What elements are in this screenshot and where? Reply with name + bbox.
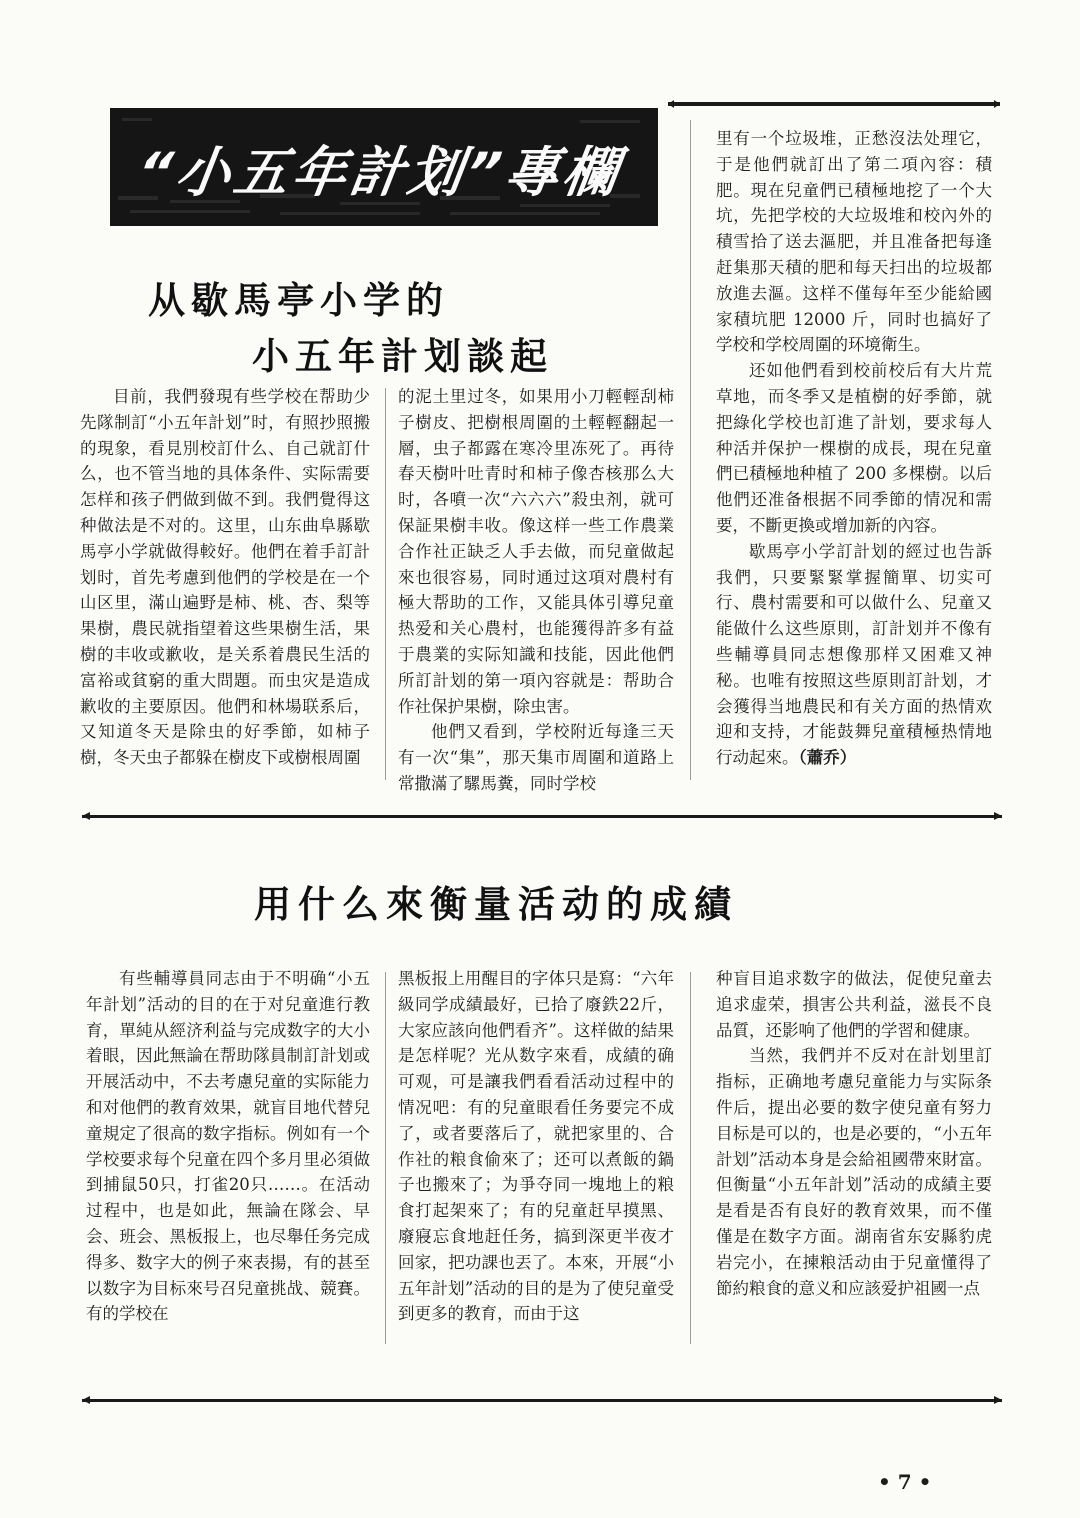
column-divider <box>385 972 386 1344</box>
middle-ornamental-rule <box>82 812 1002 820</box>
article1-paragraph: 目前，我們發現有些学校在帮助少先隊制訂“小五年計划”时，有照抄照搬的現象，看見別校訂什么、自己就訂什么，也不管当地的具体条件、实际需要怎样和孩子們做到做不到。我們覺得这种做法是不对的。这里，山东曲阜縣歇馬亭小学就做得較好。他們在着手訂計划时，首先考慮到他們的学校是在一个山区里，滿山遍野是柿、桃、杏、梨等果樹，農民就指望着这些果樹生活，果樹的丰收或歉收，是关系着農民生活的富裕或貧窮的重大問題。而虫灾是造成歉收的主要原因。他們和林場联系后，又知道冬天是除虫的好季節，如柿子樹，冬天虫子都躲在樹皮下或樹根周圍 <box>80 387 370 768</box>
column-divider <box>690 120 691 780</box>
article1-paragraph: 里有一个垃圾堆，正愁沒法处理它，于是他們就訂出了第二項內容：積肥。現在兒童們已積極地挖了一个大坑，先把学校的大垃圾堆和校內外的積雪拾了送去漚肥，并且准备把每逢赶集那天積的肥和每天扫出的垃圾都放進去漚。这样不僅每年至少能給國家積坑肥 12000 斤，同时也搞好了学校和学校周圍的环境衛生。 <box>716 129 992 355</box>
column-banner <box>110 108 658 226</box>
article1-closing-text: 歇馬亭小学訂計划的經过也告訴我們，只要緊緊掌握簡單、切实可行、農村需要和可以做什么、兒童又能做什么这些原則，訂計划并不像有些輔導員同志想像那样又困难又神秘。也唯有按照这些原則訂計划，才会獲得当地農民和有关方面的热情欢迎和支持，才能鼓舞兒童積極热情地行动起來。 <box>716 541 992 768</box>
article1-paragraph: 还如他們看到校前校后有大片荒草地，而冬季又是植樹的好季節，就把綠化学校也訂進了計划，要求每人种活并保护一棵樹的成長，現在兒童們已積極地种植了 200 多棵樹。以后他們还准备根据不同季節的情况和需要，不斷更換或增加新的內容。 <box>716 361 992 535</box>
article2-paragraph: 有些輔導員同志由于不明确“小五年計划”活动的目的在于对兒童進行教育，單純从經济利益与完成数字的大小着眼，因此無論在帮助隊員制訂計划或开展活动中，不去考慮兒童的实际能力和对他們的教育效果，就盲目地代替兒童規定了很高的数字指标。例如有一个学校要求每个兒童在四个多月里必須做到捕鼠50只，打雀20只……。在活动过程中，也是如此，無論在隊会、早会、班会、黑板报上，也尽舉任务完成得多、数字大的例子來表揚，有的甚至以数字为目标來号召兒童挑战、競賽。有的学校在 <box>86 969 370 1324</box>
article2-paragraph: 种盲目追求数字的做法，促使兒童去追求虚荣，損害公共利益，滋長不良品質，还影响了他們的学習和健康。 <box>716 969 992 1040</box>
article1-author: （蕭乔） <box>798 748 857 768</box>
article1-headline-line2: 小五年計划談起 <box>252 335 553 378</box>
article2-column-2 <box>398 966 674 1327</box>
article1-paragraph <box>716 539 992 771</box>
column-divider <box>385 388 386 780</box>
article1-column-2 <box>398 384 674 797</box>
article2-headline: 用什么來衡量活动的成績 <box>254 883 738 926</box>
article2-column-3 <box>716 966 992 1301</box>
article1-column-3 <box>716 126 992 771</box>
bottom-ornamental-rule <box>82 1396 1002 1404</box>
top-right-ornamental-rule <box>668 100 1000 108</box>
page-number: • 7 • <box>878 1470 932 1494</box>
column-divider <box>690 972 691 1344</box>
article1-headline-line1: 从歇馬亭小学的 <box>148 279 449 322</box>
article2-paragraph: 当然，我們并不反对在計划里訂指标，正确地考慮兒童能力与实际条件后，提出必要的数字使兒童有努力目标是可以的，也是必要的，“小五年計划”活动本身是会給祖國帶來財富。但衡量“小五年計划”活动的成績主要是看是否有良好的教育效果，而不僅僅是在数字方面。湖南省东安縣豹虎岩完小，在揀粮活动由于兒童懂得了節約粮食的意义和应該爱护祖國一点 <box>716 1046 992 1298</box>
article1-column-1 <box>80 384 370 771</box>
article2-column-1 <box>86 966 370 1327</box>
article1-paragraph: 的泥土里过冬，如果用小刀輕輕刮柿子樹皮、把樹根周圍的土輕輕翻起一層，虫子都露在寒冷里冻死了。再待春天樹叶吐青时和柿子像杏核那么大时，各噴一次“六六六”殺虫剂，就可保証果樹丰收。像这样一些工作農業合作社正缺乏人手去做，而兒童做起來也很容易，同时通过这項对農村有極大帮助的工作，又能具体引導兒童热爱和关心農村，也能獲得許多有益于農業的实际知識和技能，因此他們所訂計划的第一項內容就是：帮助合作社保护果樹，除虫害。 <box>398 387 674 716</box>
banner-title: “小五年計划”專欄 <box>133 141 626 204</box>
article1-paragraph: 他們又看到，学校附近每逢三天有一次“集”，那天集市周圍和道路上常撒滿了騾馬糞，同时学校 <box>398 722 674 793</box>
article2-paragraph: 黑板报上用醒目的字体只是寫：“六年級同学成績最好，已拾了廢鉄22斤，大家应該向他們看齐”。这样做的結果是怎样呢？光从数字來看，成績的确可观，可是讓我們看看活动过程中的情况吧：有的兒童眼看任务要完不成了，或者要落后了，就把家里的、合作社的粮食偷來了；还可以煮飯的鍋子也搬來了；为爭夺同一塊地上的粮食打起架來了；有的兒童赶早摸黑、廢寢忘食地赶任务，搞到深更半夜才回家，把功課也丟了。本來，开展“小五年計划”活动的目的是为了使兒童受到更多的教育，而由于这 <box>398 969 674 1324</box>
